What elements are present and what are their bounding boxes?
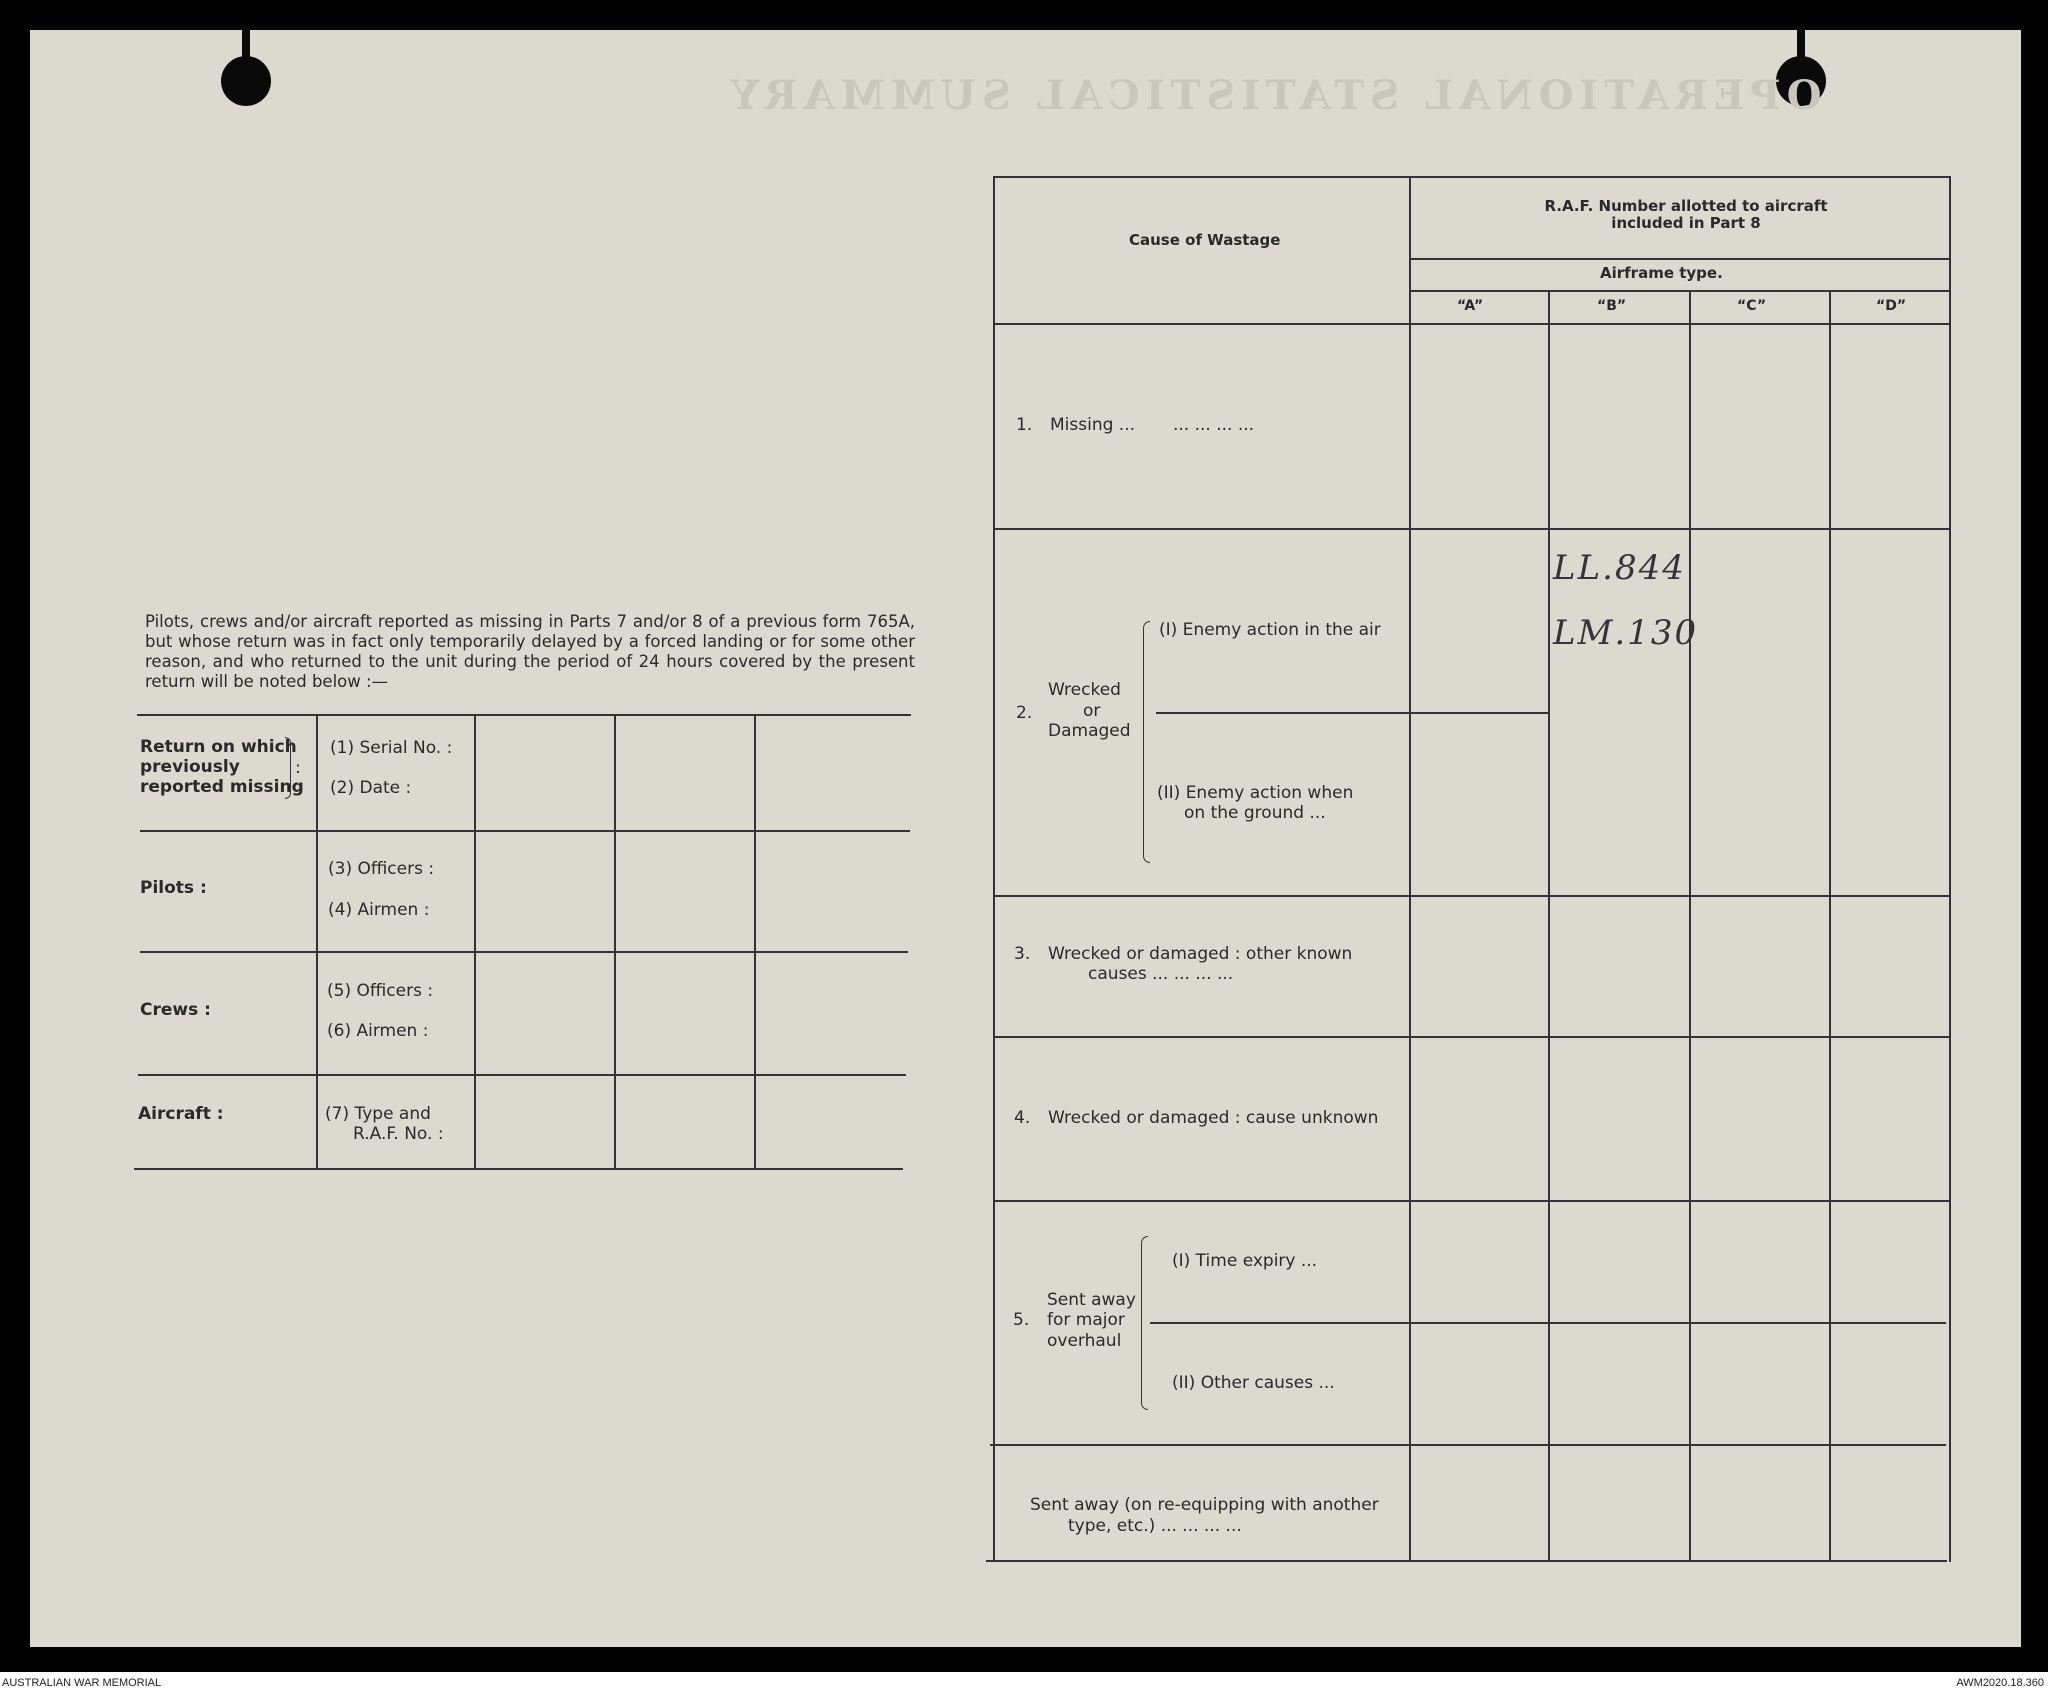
row2-label-damaged: Damaged	[1048, 721, 1131, 741]
row-line	[994, 895, 1950, 897]
row2-enemy-ground-line1: (II) Enemy action when	[1157, 783, 1354, 803]
row2-number: 2.	[1016, 703, 1033, 723]
row2-enemy-ground-line2: on the ground ...	[1184, 803, 1326, 823]
date-label: (2) Date :	[330, 778, 412, 798]
row1-missing-label: Missing ...	[1050, 415, 1136, 435]
row4-number: 4.	[1014, 1108, 1031, 1128]
left-table-top-line	[137, 714, 911, 716]
raf-header-line	[1410, 258, 1950, 260]
row6-line1: Sent away (on re-equipping with another	[1030, 1495, 1379, 1515]
pilot-airmen-label: (4) Airmen :	[328, 900, 430, 920]
col-b-header: “B”	[1597, 298, 1627, 314]
row5-label-for-major: for major	[1047, 1310, 1125, 1330]
return-label-line3: reported missing	[140, 777, 304, 797]
raf-number-header-line2: included in Part 8	[1611, 214, 1761, 232]
row1-number: 1.	[1016, 415, 1033, 435]
row3-number: 3.	[1014, 944, 1031, 964]
crew-officers-label: (5) Officers :	[327, 981, 434, 1001]
left-brace	[1141, 1236, 1148, 1410]
sub-row-line	[1150, 1322, 1946, 1324]
row-line	[990, 1444, 1946, 1446]
row5-number: 5.	[1013, 1310, 1030, 1330]
left-table-row-line	[140, 830, 910, 832]
airframe-type-header: Airframe type.	[1600, 264, 1723, 282]
row2-enemy-air: (I) Enemy action in the air	[1159, 620, 1381, 640]
handwritten-serial-1: LL.844	[1553, 548, 1686, 588]
footer-accession: AWM2020.18.360	[1956, 1677, 2044, 1689]
header-bottom-line	[994, 323, 1950, 325]
left-table-bottom-line	[134, 1168, 903, 1170]
left-table-row-line	[138, 1074, 906, 1076]
sub-row-line	[1156, 712, 1548, 714]
left-table-col-line	[614, 716, 616, 1168]
row5-time-expiry: (I) Time expiry ...	[1172, 1251, 1318, 1271]
row5-label-overhaul: overhaul	[1047, 1331, 1122, 1351]
cause-col-separator	[1409, 176, 1411, 1562]
row2-label-wrecked: Wrecked	[1048, 680, 1121, 700]
handwritten-serial-2: LM.130	[1553, 613, 1699, 653]
bleed-through-title: OPERATIONAL STATISTICAL SUMMARY	[725, 72, 1822, 119]
raf-number-header-line1: R.A.F. Number allotted to aircraft	[1544, 197, 1828, 215]
brace-colon: :	[295, 758, 301, 778]
left-table-col-line	[316, 716, 318, 1168]
pilot-officers-label: (3) Officers :	[328, 859, 435, 879]
right-table-top-border	[994, 176, 1951, 178]
row4-label: Wrecked or damaged : cause unknown	[1048, 1108, 1379, 1128]
type-label: (7) Type and	[325, 1104, 431, 1124]
crew-airmen-label: (6) Airmen :	[327, 1021, 429, 1041]
left-table-row-line	[140, 951, 908, 953]
row5-other-causes: (II) Other causes ...	[1172, 1373, 1335, 1393]
row-line	[994, 528, 1950, 530]
return-label-line2: previously	[140, 757, 240, 777]
right-table-left-border	[993, 176, 995, 1562]
row6-line2: type, etc.) ... ... ... ...	[1068, 1516, 1242, 1536]
cause-of-wastage-header: Cause of Wastage	[1129, 231, 1281, 249]
return-label-line1: Return on which	[140, 737, 297, 757]
punch-hole-left	[221, 56, 271, 106]
row3-line2: causes ... ... ... ...	[1088, 964, 1234, 984]
left-table-col-line	[754, 716, 756, 1168]
row-line	[994, 1200, 1950, 1202]
right-brace	[285, 737, 291, 799]
col-a-header: “A”	[1457, 298, 1484, 314]
col-c-header: “C”	[1737, 298, 1767, 314]
col-d-header: “D”	[1876, 298, 1907, 314]
serial-no-label: (1) Serial No. :	[330, 738, 453, 758]
row3-line1: Wrecked or damaged : other known	[1048, 944, 1353, 964]
pilots-label: Pilots :	[140, 878, 207, 898]
left-brace	[1143, 621, 1150, 863]
col-c-separator	[1829, 290, 1831, 1560]
intro-paragraph: Pilots, crews and/or aircraft reported as missing in Parts 7 and/or 8 of a previous form 765A, but whose return was in fact only temporarily delayed by a forced landing or for some other reason, and who returned to the unit during the period of 24 hours covered by the present return will be noted below :—	[145, 612, 915, 691]
aircraft-label: Aircraft :	[138, 1104, 224, 1124]
row5-label-sent-away: Sent away	[1047, 1290, 1136, 1310]
airframe-header-line	[1410, 290, 1950, 292]
footer-institution: AUSTRALIAN WAR MEMORIAL	[2, 1677, 162, 1689]
crews-label: Crews :	[140, 1000, 211, 1020]
row1-dots: ... ... ... ...	[1173, 415, 1255, 435]
raf-no-label: R.A.F. No. :	[353, 1124, 444, 1144]
col-a-separator	[1548, 290, 1550, 1560]
right-table-bottom-border	[986, 1560, 1947, 1562]
row-line	[994, 1036, 1950, 1038]
row2-label-or: or	[1083, 701, 1101, 721]
col-b-separator	[1689, 290, 1691, 1560]
left-table-col-line	[474, 716, 476, 1168]
right-table-right-border	[1949, 176, 1951, 1562]
